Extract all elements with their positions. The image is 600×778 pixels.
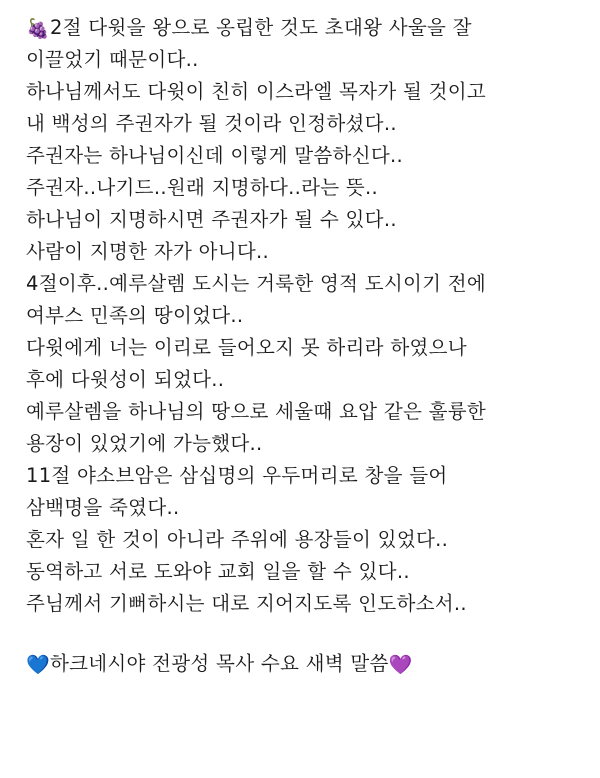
text-line-1: [26, 12, 594, 44]
signature-line: [26, 648, 594, 680]
text-line-15: 11절 야소브암은 삼십명의 우두머리로 창을 들어: [26, 464, 448, 487]
text-line-12: 후에 다윗성이 되었다..: [26, 368, 225, 391]
text-line-10: 여부스 민족의 땅이었다..: [26, 304, 244, 327]
grapes-icon: 🍇: [26, 18, 50, 40]
text-line-18: 동역하고 서로 도와야 교회 일을 할 수 있다..: [26, 560, 410, 583]
text-line-5: 주권자는 하나님이신데 이렇게 말씀하신다..: [26, 144, 403, 167]
text-line-13: 예루살렘을 하나님의 땅으로 세울때 요압 같은 훌륭한: [26, 400, 487, 423]
text-line-11: 다윗에게 너는 이리로 들어오지 못 하리라 하였으나: [26, 336, 467, 359]
blank-line: [26, 620, 594, 648]
text-line-14: 용장이 있었기에 가능했다..: [26, 432, 263, 455]
text-line-19: 주님께서 기뻐하시는 대로 지어지도록 인도하소서..: [26, 592, 467, 615]
text-line-8: 사람이 지명한 자가 아니다..: [26, 240, 269, 263]
text-line-17: 혼자 일 한 것이 아니라 주위에 용장들이 있었다..: [26, 528, 449, 551]
text-line-6: 주권자..나기드..원래 지명하다..라는 뜻..: [26, 176, 379, 199]
line-1-text: 2절 다윗을 왕으로 옹립한 것도 초대왕 사울을 잘: [49, 16, 472, 39]
text-line-9: 4절이후..예루살렘 도시는 거룩한 영적 도시이기 전에: [26, 272, 487, 295]
text-line-16: 삼백명을 죽였다..: [26, 496, 180, 519]
text-line-3: 하나님께서도 다윗이 친히 이스라엘 목자가 될 것이고: [26, 80, 487, 103]
purple-heart-icon: 💜: [388, 654, 413, 676]
sermon-notes: [26, 12, 594, 680]
blue-heart-icon: 💙: [26, 654, 50, 676]
signature-text: 하크네시야 전광성 목사 수요 새벽 말씀: [49, 652, 389, 675]
text-line-4: 내 백성의 주권자가 될 것이라 인정하셨다..: [26, 112, 397, 135]
text-line-2: 이끌었기 때문이다..: [26, 48, 199, 71]
text-line-7: 하나님이 지명하시면 주권자가 될 수 있다..: [26, 208, 397, 231]
